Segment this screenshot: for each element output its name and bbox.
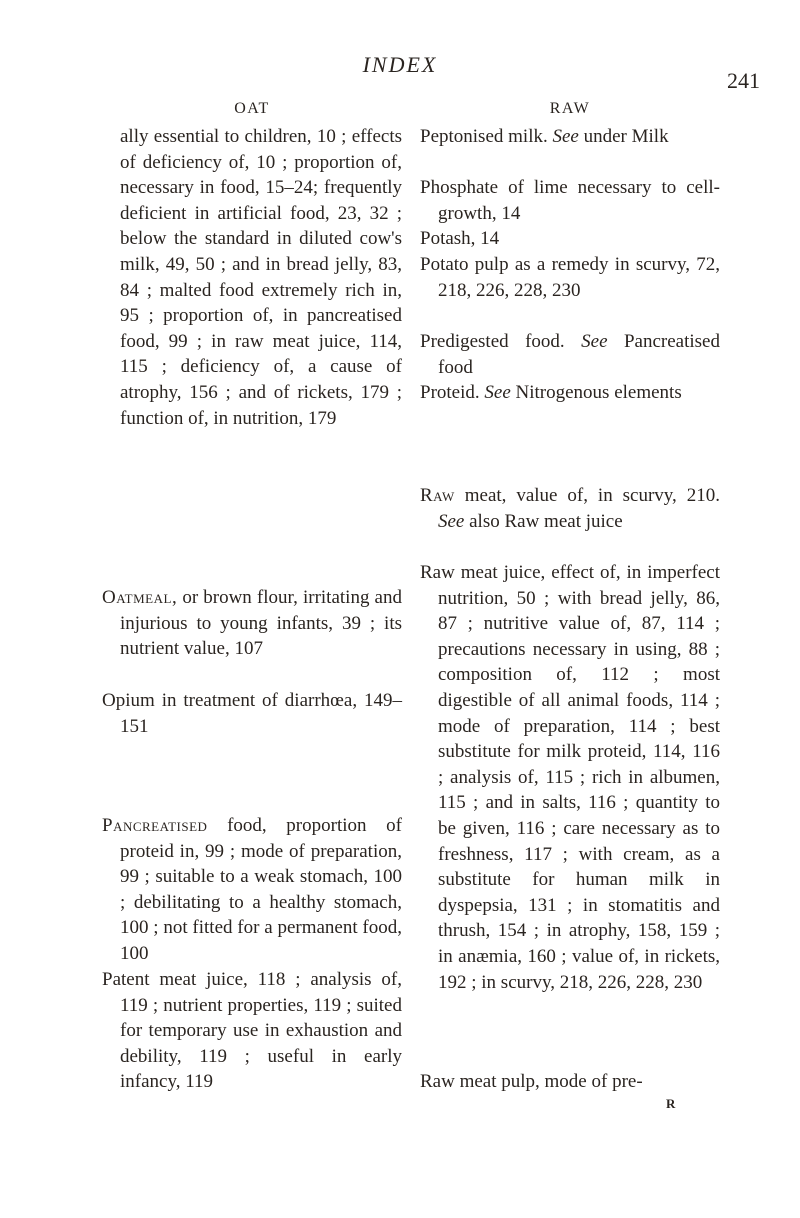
entry-body: meat, value of, in scurvy, 210. (454, 485, 720, 506)
index-entry-raw-meat (420, 483, 720, 534)
entry-body: or brown flour, irritating and injurious to young infants, 39 ; its nutrient value, 107 (120, 587, 402, 660)
entry-text: Peptonised milk. (420, 126, 553, 147)
running-head: INDEX (362, 52, 438, 77)
index-entry-proteid (420, 380, 720, 406)
index-entry-predigested (420, 329, 720, 380)
signature-mark: R (666, 1096, 676, 1111)
entry-head: Raw (420, 485, 455, 506)
index-entry-raw-meat-pulp: Raw meat pulp, mode of pre- (420, 1071, 643, 1092)
index-entry-oatmeal (102, 585, 402, 662)
right-column-head: RAW (549, 100, 591, 117)
entry-rest: Nitrogenous elements (510, 382, 682, 403)
entry-rest: also Raw meat juice (464, 510, 623, 532)
entry-text: Proteid. (420, 382, 485, 403)
index-entry-oat-continued: ally essential to children, 10 ; effects of deficiency of, 10 ; proportion of, necessary in food, 15–24; frequently deficient in artificial food, 23, 32 ; below the standard in diluted cow's milk, 49, 50 ; and in bread jelly, 83, 84 ; malted food extremely rich in, 95 ; proportion of, in pancreatised food, 99 ; in raw meat juice, 114, 115 ; deficiency of, a cause of atrophy, 156 ; and of rickets, 179 ; function of, in nutrition, 179 (120, 126, 402, 429)
see-reference: See (484, 382, 511, 403)
entry-rest: Pancreatised food (438, 331, 720, 378)
index-entry-potash: Potash, 14 (420, 228, 500, 249)
page-number: 241 (727, 68, 760, 93)
see-reference: See (581, 331, 608, 352)
see-reference: See (552, 126, 579, 147)
entry-head: Pancreatised (102, 815, 208, 836)
index-entry-opium: Opium in treatment of diarrhœa, 149–151 (102, 690, 402, 737)
entry-text: Predigested food. (420, 331, 582, 352)
entry-rest: under Milk (578, 126, 669, 147)
index-entry-potato: Potato pulp as a remedy in scurvy, 72, 218, 226, 228, 230 (420, 254, 720, 301)
index-entry-phosphate: Phosphate of lime necessary to cell-growth, 14 (420, 177, 720, 224)
index-entry-patent-meat-juice: Patent meat juice, 118 ; analysis of, 119 ; nutrient properties, 119 ; suited for temporary use in exhaustion and debility, 119 ; useful in early infancy, 119 (102, 969, 402, 1093)
index-entry-pancreatised (102, 813, 402, 967)
left-column-head: OAT (234, 100, 270, 117)
entry-body: food, proportion of proteid in, 99 ; mode of preparation, 99 ; suitable to a weak stomach, 100 ; debilitating to a healthy stomach, 100 ; not fitted for a permanent food, 100 (120, 815, 402, 964)
entry-head: Oatmeal, (102, 587, 178, 608)
see-reference: See (438, 510, 465, 532)
index-entry-raw-meat-juice: Raw meat juice, effect of, in imperfect nutrition, 50 ; with bread jelly, 86, 87 ; nutritive value of, 87, 114 ; precautions necessary in using, 88 ; composition of, 112 ; most digestible of all animal foods, 114 ; mode of preparation, 114 ; best substitute for milk proteid, 114, 116 ; analysis of, 115 ; rich in albumen, 115 ; and in salts, 116 ; quantity to be given, 116 ; care necessary as to freshness, 117 ; with cream, as a substitute for human milk in dyspepsia, 131 ; in stomatitis and thrush, 154 ; in atrophy, 158, 159 ; in anæmia, 160 ; value of, in rickets, 192 ; in scurvy, 218, 226, 228, 230 (420, 562, 720, 993)
index-entry-peptonised (420, 124, 720, 150)
